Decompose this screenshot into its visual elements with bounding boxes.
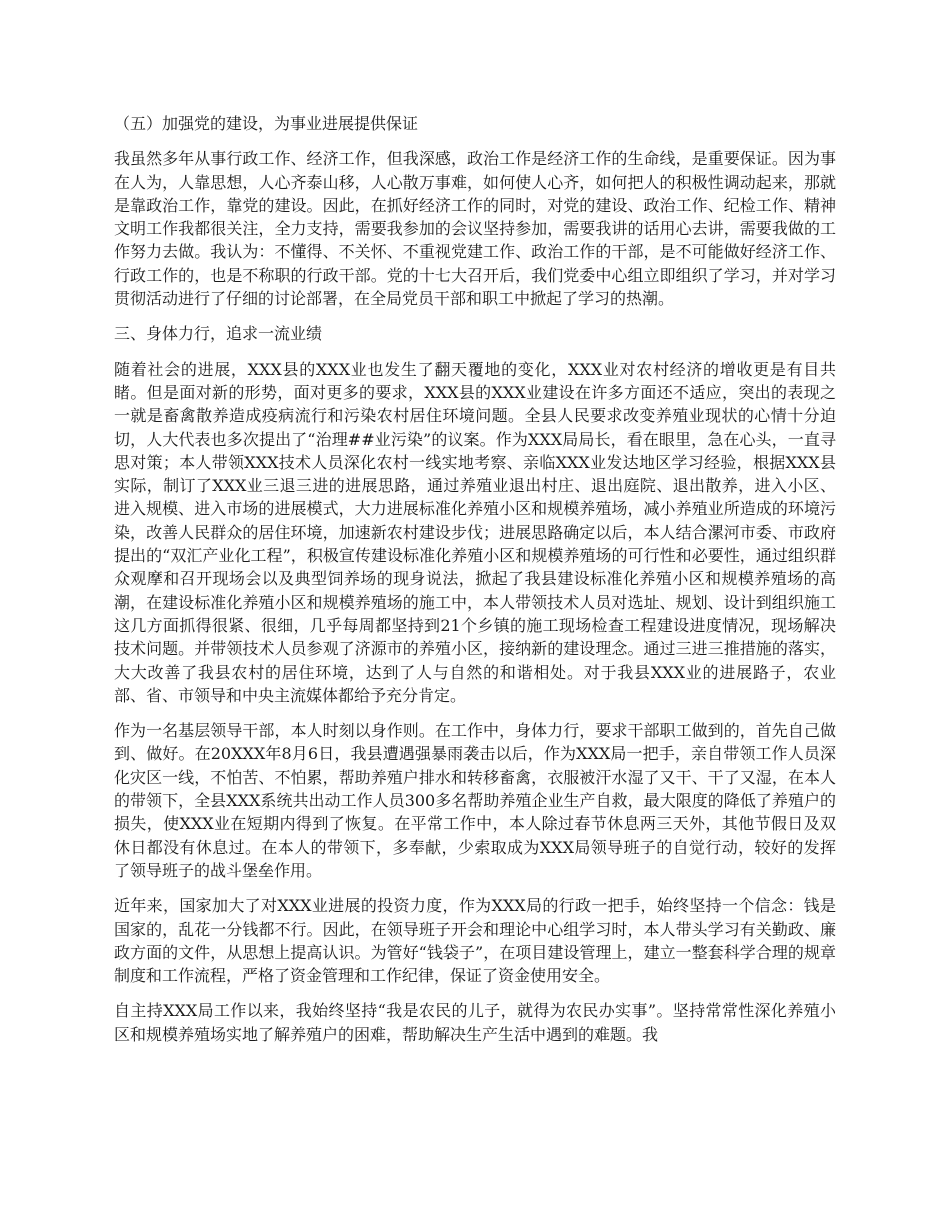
section-heading-party-building: （五）加强党的建设，为事业进展提供保证	[114, 114, 419, 133]
paragraph-political-work: 我虽然多年从事行政工作、经济工作，但我深感，政治工作是经济工作的生命线，是重要保证。因为事在人为，人靠思想，人心齐泰山移，人心散万事难，如何使人心齐，如何把人的积极性调动起来，那就是靠政治工作，靠党的建设。因此，在抓好经济工作的同时，对党的建设、政治工作、纪检工作、精神文明工作我都很关注，全力支持，需要我参加的会议坚持参加，需要我讲的话用心去讲，需要我做的工作努力去做。我认为：不懂得、不关怀、不重视党建工作、政治工作的干部，是不可能做好经济工作、行政工作的，也是不称职的行政干部。党的十七大召开后，我们党委中心组立即组织了学习，并对学习贯彻活动进行了仔细的讨论部署，在全局党员干部和职工中掀起了学习的热潮。	[114, 149, 836, 309]
paragraph-serving-farmers: 自主持XXX局工作以来，我始终坚持“我是农民的儿子，就得为农民办实事”。坚持常常性深化养殖小区和规模养殖场实地了解养殖户的困难，帮助解决生产生活中遇到的难题。我	[114, 1001, 836, 1044]
paragraph-leading-by-example: 作为一名基层领导干部，本人时刻以身作则。在工作中，身体力行，要求干部职工做到的，首先自己做到、做好。在20XXX年8月6日，我县遭遇强暴雨袭击以后，作为XXX局一把手，亲自带领工作人员深化灾区一线，不怕苦、不怕累，帮助养殖户排水和转移畜禽，衣服被汗水湿了又干、干了又湿，在本人的带领下，全县XXX系统共出动工作人员300多名帮助养殖企业生产自救，最大限度的降低了养殖户的损失，使XXX业在短期内得到了恢复。在平常工作中，本人除过春节休息两三天外，其他节假日及双休日都没有休息过。在本人的带领下，多奉献，少索取成为XXX局领导班子的自觉行动，较好的发挥了领导班子的战斗堡垒作用。	[114, 721, 836, 880]
section-heading-first-class-performance: 三、身体力行，追求一流业绩	[114, 324, 323, 344]
paragraph-industry-development: 随着社会的进展，XXX县的XXX业也发生了翻天覆地的变化，XXX业对农村经济的增收更是有目共睹。但是面对新的形势，面对更多的要求，XXX县的XXX业建设在许多方面还不适应，突出的表现之一就是畜禽散养造成疫病流行和污染农村居住环境问题。全县人民要求改变养殖业现状的心情十分迫切，人大代表也多次提出了“治理##业污染”的议案。作为XXX局局长，看在眼里，急在心头，一直寻思对策；本人带领XXX技术人员深化农村一线实地考察、亲临XXX业发达地区学习经验，根据XXX县实际，制订了XXX业三退三进的进展思路，通过养殖业退出村庄、退出庭院、退出散养，进入小区、进入规模、进入市场的进展模式，大力进展标准化养殖小区和规模养殖场，减小养殖业所造成的环境污染，改善人民群众的居住环境，加速新农村建设步伐；进展思路确定以后，本人结合漯河市委、市政府提出的“双汇产业化工程”，积极宣传建设标准化养殖小区和规模养殖场的可行性和必要性，通过组织群众观摩和召开现场会以及典型饲养场的现身说法，掀起了我县建设标准化养殖小区和规模养殖场的高潮，在建设标准化养殖小区和规模养殖场的施工中，本人带领技术人员对选址、规划、设计到组织施工这几方面抓得很紧、很细，几乎每周都坚持到21个乡镇的施工现场检查工程建设进度情况，现场解决技术问题。并带领技术人员参观了济源市的养殖小区，接纳新的建设理念。通过三进三推措施的落实，大大改善了我县农村的居住环境，达到了人与自然的和谐相处。对于我县XXX业的进展路子，农业部、省、市领导和中央主流媒体都给予充分肯定。	[114, 359, 836, 705]
paragraph-fund-management: 近年来，国家加大了对XXX业进展的投资力度，作为XXX局的行政一把手，始终坚持一个信念：钱是国家的，乱花一分钱都不行。因此，在领导班子开会和理论中心组学习时，本人带头学习有关勤政、廉政方面的文件，从思想上提高认识。为管好“钱袋子”，在项目建设管理上，建立一整套科学合理的规章制度和工作流程，严格了资金管理和工作纪律，保证了资金使用安全。	[114, 896, 836, 986]
document-body	[114, 112, 836, 1058]
